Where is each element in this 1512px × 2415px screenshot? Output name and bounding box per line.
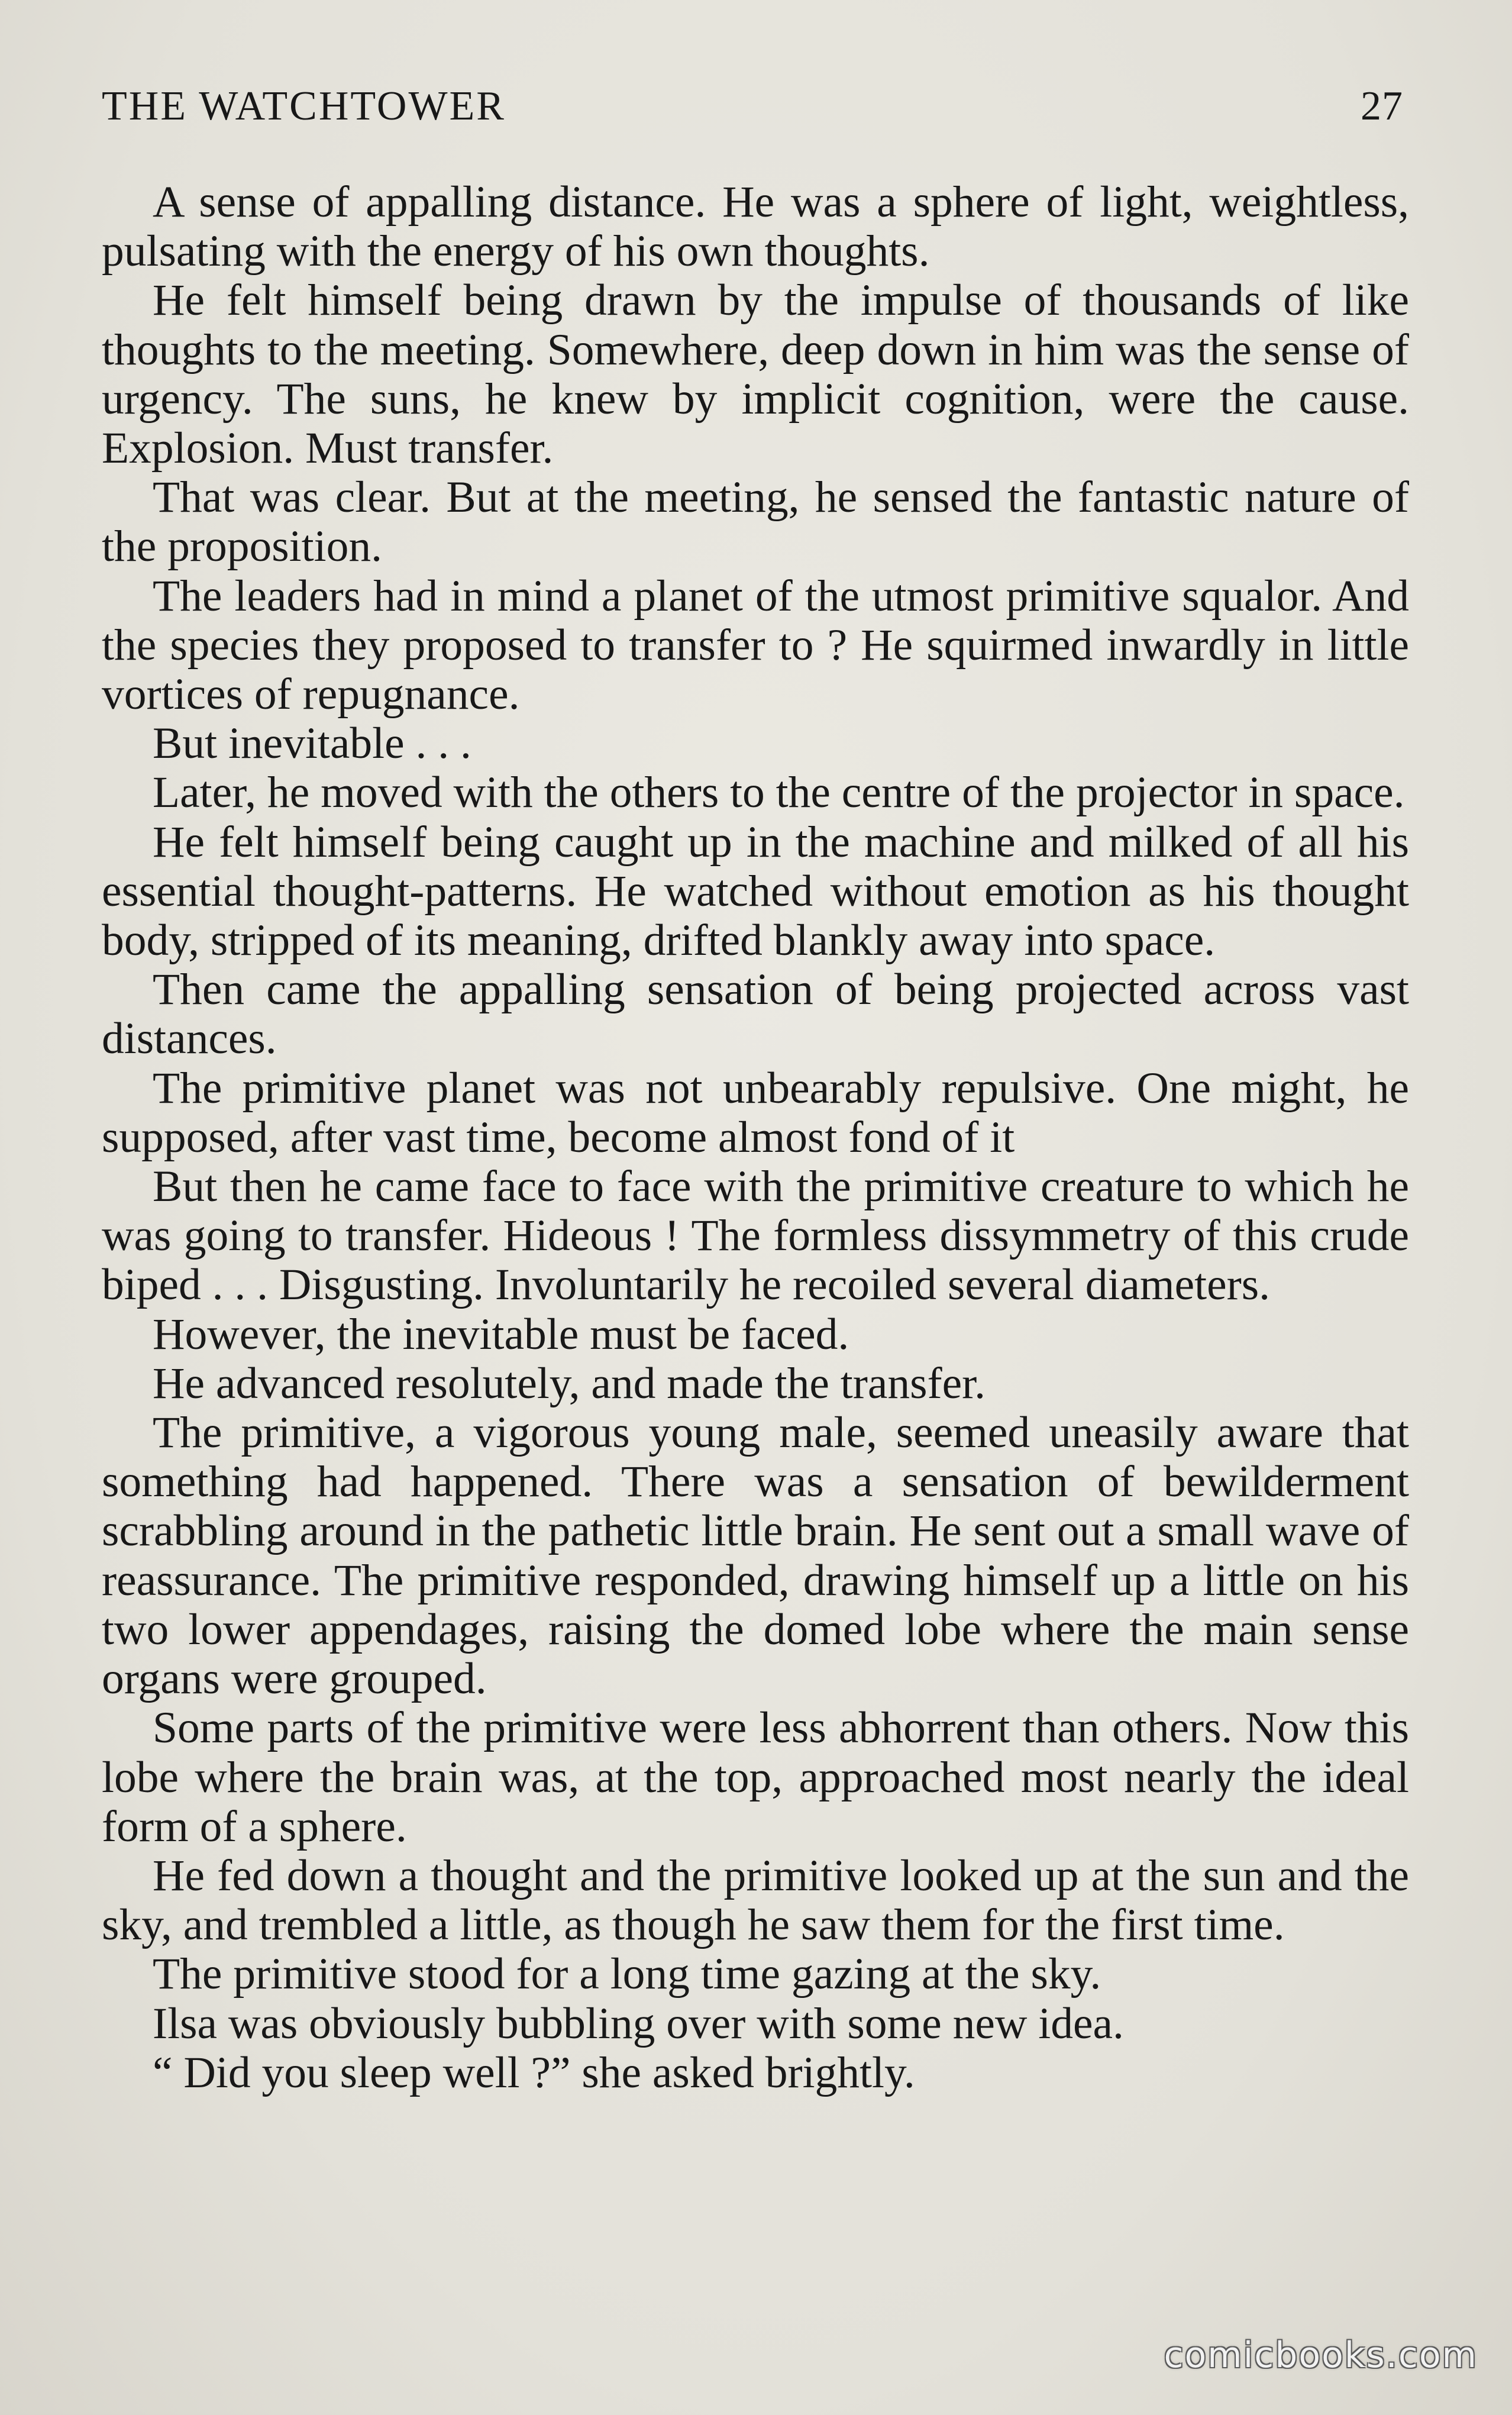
running-head — [102, 83, 1403, 136]
book-title: THE WATCHTOWER — [102, 83, 506, 129]
paragraph: But then he came face to face with the primitive creature to which he was going to transfer. Hideous ! The formless dissymmetry of this crude biped . . . Disgusting. Involuntarily he recoiled several diameters. — [102, 1162, 1409, 1310]
paragraph: The leaders had in mind a planet of the utmost primitive squalor. And the species they proposed to transfer to ? He squirmed inwardly in little vortices of repugnance. — [102, 571, 1409, 719]
paragraph: He felt himself being caught up in the machine and milked of all his essential thought-patterns. He watched without emotion as his thought body, stripped of its meaning, drifted blankly away into space. — [102, 817, 1409, 966]
paragraph: He fed down a thought and the primitive looked up at the sun and the sky, and trembled a little, as though he saw them for the first time. — [102, 1851, 1409, 1950]
paragraph: Then came the appalling sensation of being projected across vast distances. — [102, 965, 1409, 1064]
paragraph: However, the inevitable must be faced. — [153, 1309, 849, 1359]
paragraph: A sense of appalling distance. He was a sphere of light, weightless, pulsating with the energy of his own thoughts. — [102, 177, 1409, 276]
paragraph: He felt himself being drawn by the impulse of thousands of like thoughts to the meeting. Somewhere, deep down in him was the sense of urgency. The suns, he knew by implicit cognition, were the cause. Explosion. Must transfer. — [102, 276, 1409, 473]
paragraph: Ilsa was obviously bubbling over with some new idea. — [153, 1998, 1124, 2048]
paragraph: “ Did you sleep well ?” she asked brightly. — [153, 2048, 915, 2097]
page-number: 27 — [1361, 83, 1403, 129]
paragraph: But inevitable . . . — [153, 719, 471, 769]
body-text — [102, 177, 1409, 2097]
paragraph: The primitive, a vigorous young male, seemed uneasily aware that something had happened. There was a sensation of bewilderment scrabbling around in the pathetic little brain. He sent out a small wave of reassurance. The primitive responded, drawing himself up a little on his two lower appendages, raising the domed lobe where the main sense organs were grouped. — [102, 1408, 1409, 1704]
paragraph: Later, he moved with the others to the centre of the projector in space. — [153, 768, 1405, 818]
paragraph: Some parts of the primitive were less abhorrent than others. Now this lobe where the brain was, at the top, approached most nearly the ideal form of a sphere. — [102, 1703, 1409, 1851]
paragraph: He advanced resolutely, and made the transfer. — [153, 1358, 986, 1408]
watermark: comicbooks.com — [1164, 2335, 1478, 2376]
paragraph: The primitive planet was not unbearably repulsive. One might, he supposed, after vast time, become almost fond of it — [102, 1063, 1409, 1162]
paragraph: The primitive stood for a long time gazing at the sky. — [153, 1949, 1101, 1999]
paragraph: That was clear. But at the meeting, he sensed the fantastic nature of the proposition. — [102, 473, 1409, 572]
